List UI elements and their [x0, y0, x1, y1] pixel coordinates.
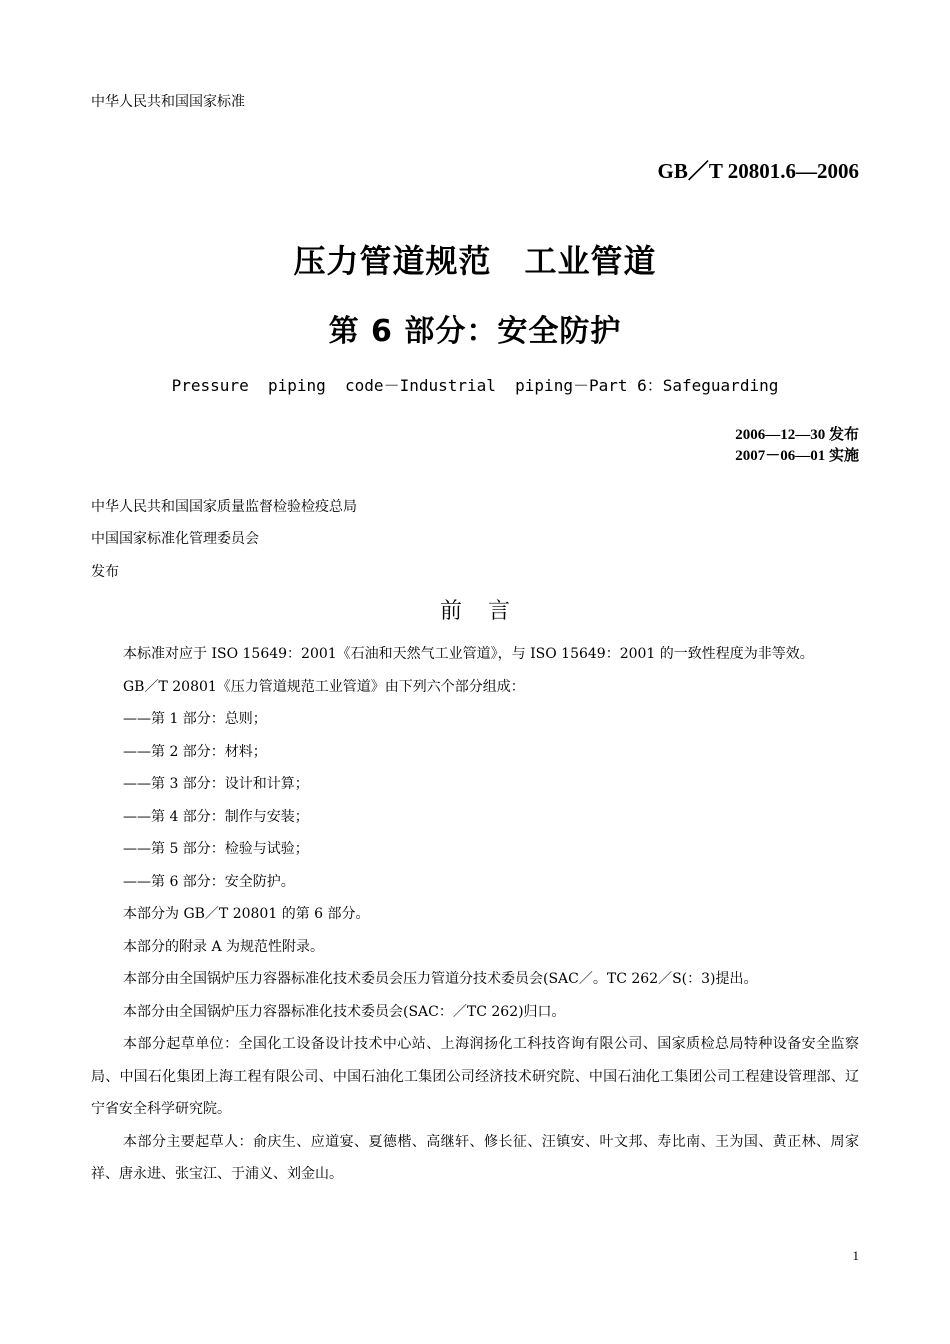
issuer-aqsiq: 中华人民共和国国家质量监督检验检疫总局	[91, 499, 357, 515]
part-list-item: ——第 5 部分：检验与试验；	[123, 841, 309, 857]
drafters-paragraph: 本部分主要起草人：俞庆生、应道宴、夏德楷、高继轩、修长征、汪镇安、叶文邦、寿比南、王为国、黄正林、周家祥、唐永进、张宝江、于浦义、刘金山。	[91, 1133, 859, 1182]
issuer-sac: 中国国家标准化管理委员会	[91, 531, 259, 547]
part-list-item: ——第 4 部分：制作与安装；	[123, 808, 309, 825]
foreword-body	[91, 638, 859, 1191]
standard-code: GB／T 20801.6—2006	[657, 159, 859, 183]
part-list-item: ——第 1 部分：总则；	[123, 711, 267, 727]
implement-date: 2007－06—01 实施	[735, 448, 859, 464]
foreword-paragraph: 本部分由全国锅炉压力容器标准化技术委员会压力管道分技术委员会(SAC／。TC 262／S(：3)提出。	[123, 971, 758, 987]
foreword-paragraph: 本标准对应于 ISO 15649：2001《石油和天然气工业管道》，与 ISO 15649：2001 的一致性程度为非等效。	[123, 646, 814, 662]
document-part-title: 第 6 部分：安全防护	[328, 314, 622, 349]
foreword-heading: 前言	[439, 599, 536, 624]
part-list-item: ——第 6 部分：安全防护。	[123, 873, 295, 890]
foreword-paragraph: GB／T 20801《压力管道规范工业管道》由下列六个部分组成：	[123, 678, 525, 695]
page-number: 1	[852, 1248, 859, 1263]
foreword-paragraph: 本部分的附录 A 为规范性附录。	[123, 938, 325, 955]
part-list-item: ——第 3 部分：设计和计算；	[123, 776, 309, 792]
part-list-item: ——第 2 部分：材料；	[123, 743, 267, 760]
foreword-paragraph: 本部分为 GB／T 20801 的第 6 部分。	[123, 906, 370, 922]
drafting-units-paragraph: 本部分起草单位：全国化工设备设计技术中心站、上海润扬化工科技咨询有限公司、国家质检总局特种设备安全监察局、中国石化集团上海工程有限公司、中国石油化工集团公司经济技术研究院、中国石油化工集团公司工程建设管理部、辽宁省安全科学研究院。	[91, 1036, 859, 1117]
document-title: 压力管道规范 工业管道	[293, 242, 657, 280]
national-standard-label: 中华人民共和国国家标准	[91, 94, 245, 110]
publish-date: 2006—12—30 发布	[735, 427, 859, 443]
foreword-paragraph: 本部分由全国锅炉压力容器标准化技术委员会(SAC：／TC 262)归口。	[123, 1003, 566, 1020]
english-title: Pressure piping code－Industrial piping－Part 6：Safeguarding	[171, 376, 779, 395]
issuer-publish-label: 发布	[91, 564, 119, 580]
